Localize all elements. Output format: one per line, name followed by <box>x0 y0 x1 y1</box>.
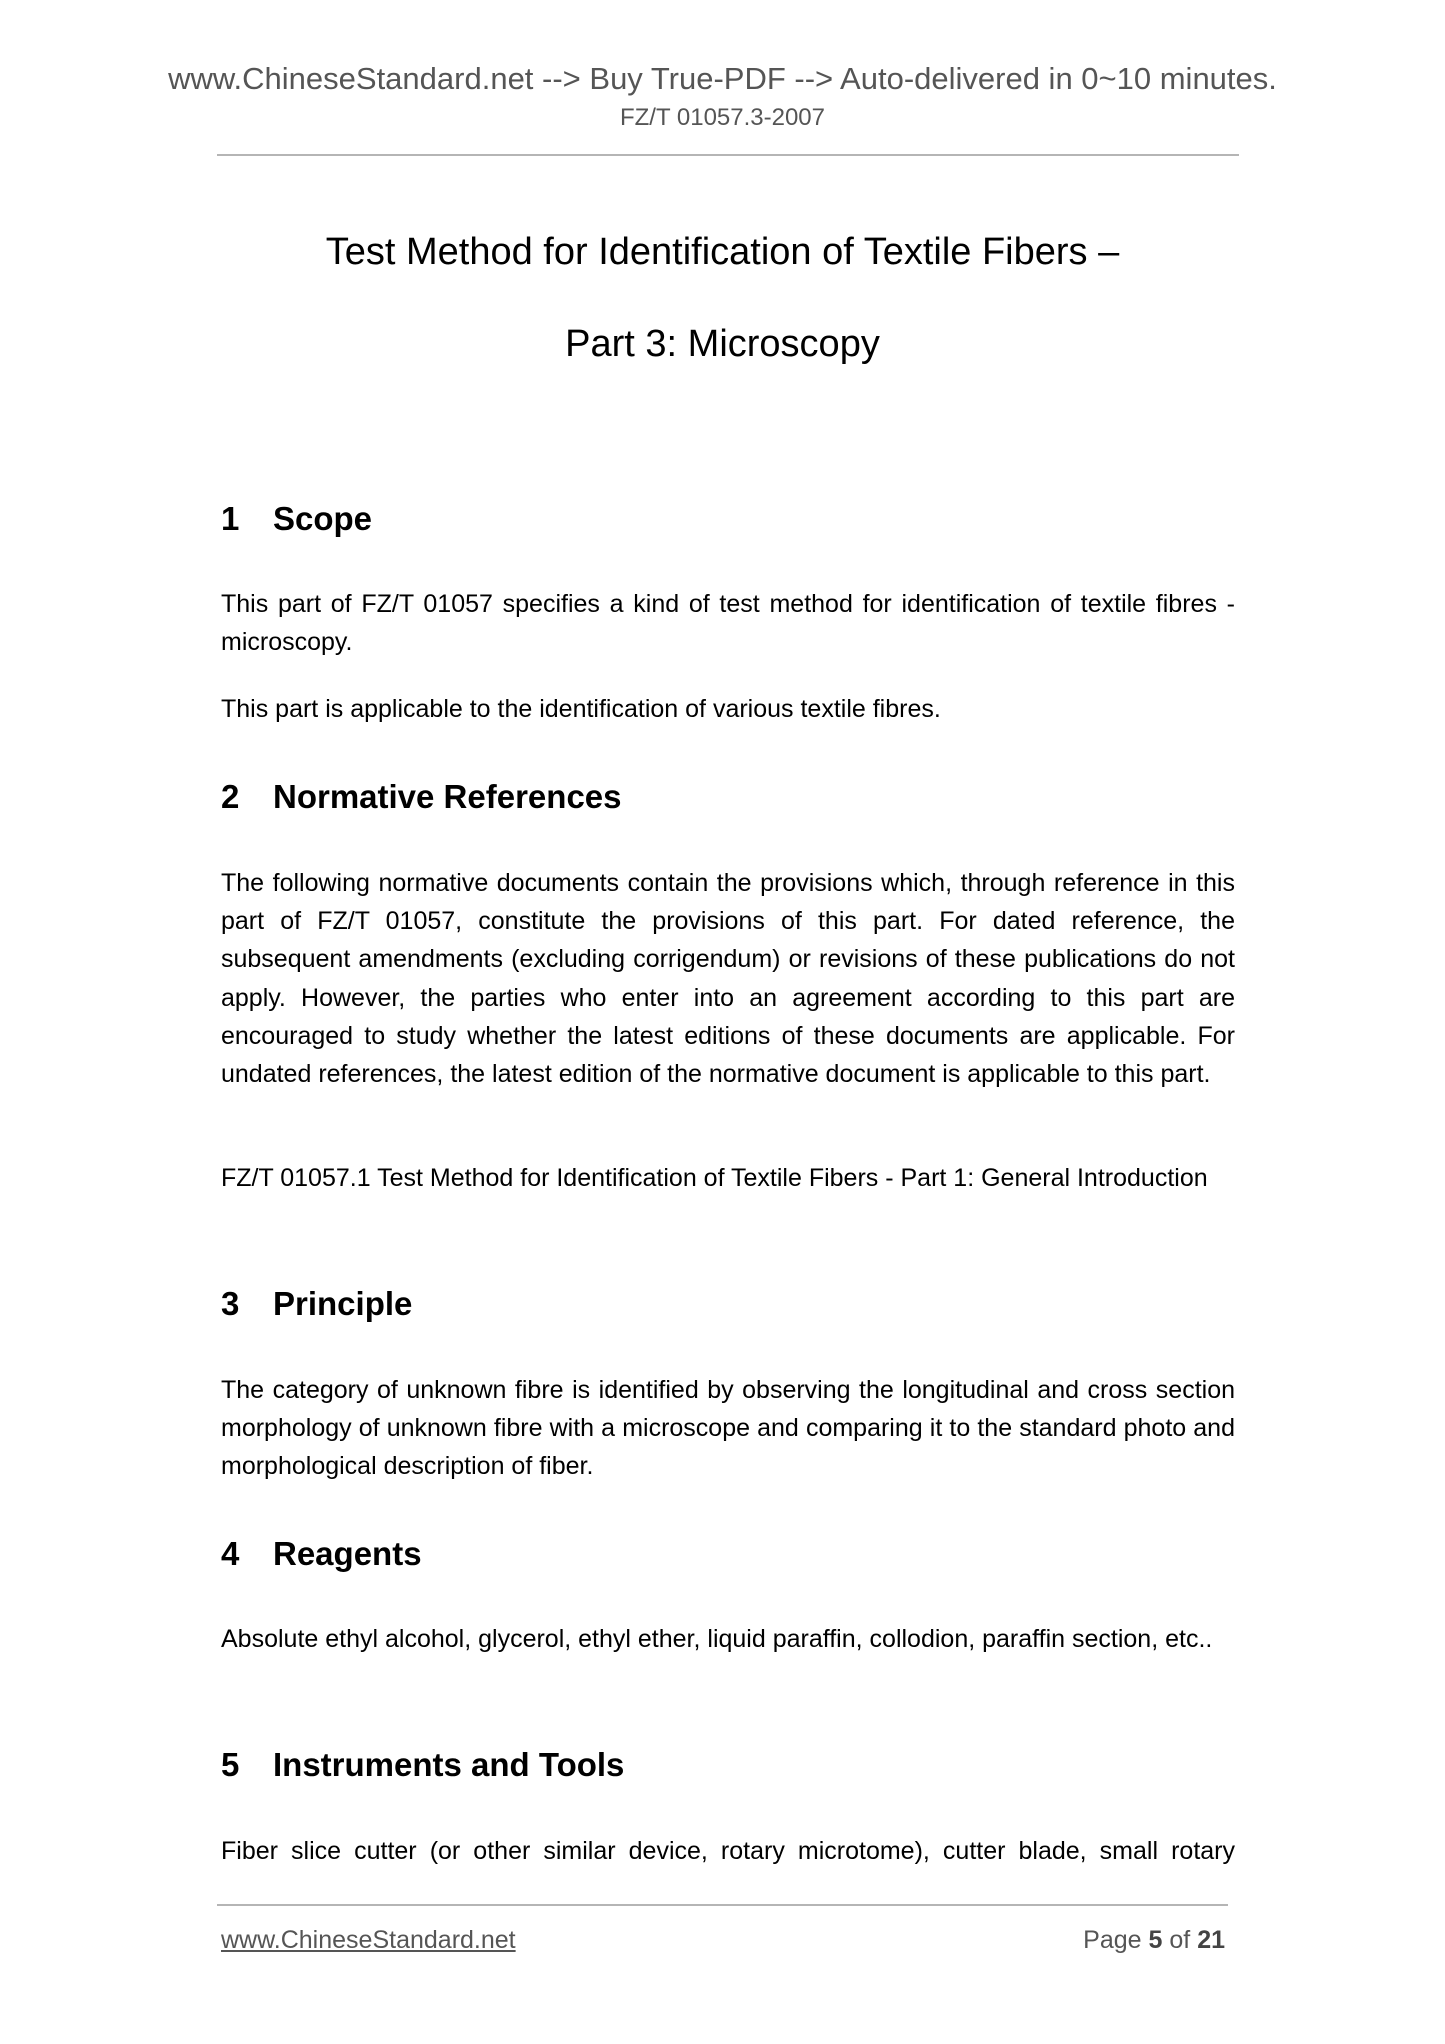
header-banner: www.ChineseStandard.net --> Buy True-PDF --> Auto-delivered in 0~10 minutes. <box>168 61 1277 96</box>
standard-code: FZ/T 01057.3-2007 <box>619 104 826 131</box>
paragraph: This part is applicable to the identification of various textile fibres. <box>221 695 941 723</box>
footer-website-link[interactable]: www.ChineseStandard.net <box>221 1926 516 1954</box>
section-number: 1 <box>221 500 240 537</box>
page-current: 5 <box>1148 1926 1163 1954</box>
document-title: Test Method for Identification of Textile Fibers – <box>325 231 1120 273</box>
section-heading-reagents <box>221 1534 422 1574</box>
paragraph: Fiber slice cutter (or other similar device, rotary microtome), cutter blade, small rotary <box>221 1837 1235 1865</box>
section-number: 2 <box>221 778 240 815</box>
section-heading-normative-references <box>221 777 622 817</box>
section-title: Reagents <box>273 1535 422 1572</box>
paragraph: The category of unknown fibre is identified by observing the longitudinal and cross section morphology of unknown fibre with a microscope and comparing it to the standard photo and morphological description of fiber. <box>221 1376 1235 1481</box>
section-title: Scope <box>273 500 373 537</box>
page-total: 21 <box>1197 1926 1225 1954</box>
section-number: 3 <box>221 1285 240 1322</box>
paragraph: The following normative documents contain the provisions which, through reference in this part of FZ/T 01057, constitute the provisions of this part. For dated reference, the subsequent amendments (excluding corrigendum) or revisions of these publications do not apply. However, the parties who enter into an agreement according to this part are encouraged to study whether the latest editions of these documents are applicable. For undated references, the latest edition of the normative document is applicable to this part. <box>221 869 1235 1089</box>
header-divider <box>217 154 1239 156</box>
paragraph: FZ/T 01057.1 Test Method for Identification of Textile Fibers - Part 1: General Introduction <box>221 1164 1208 1192</box>
section-title: Principle <box>273 1285 413 1322</box>
section-number: 5 <box>221 1746 240 1783</box>
page-label: Page <box>1083 1926 1142 1954</box>
section-heading-scope <box>221 499 372 539</box>
section-title: Instruments and Tools <box>273 1746 625 1783</box>
paragraph: This part of FZ/T 01057 specifies a kind of test method for identification of textile fibres - microscopy. <box>221 590 1235 657</box>
section-title: Normative References <box>273 778 622 815</box>
section-number: 4 <box>221 1535 240 1572</box>
document-subtitle: Part 3: Microscopy <box>565 323 880 365</box>
section-heading-instruments <box>221 1745 624 1785</box>
section-heading-principle <box>221 1284 412 1324</box>
paragraph: Absolute ethyl alcohol, glycerol, ethyl ether, liquid paraffin, collodion, paraffin section, etc.. <box>221 1625 1213 1653</box>
page-indicator <box>1083 1925 1225 1955</box>
footer-divider <box>217 1904 1228 1906</box>
page-of: of <box>1169 1926 1191 1954</box>
